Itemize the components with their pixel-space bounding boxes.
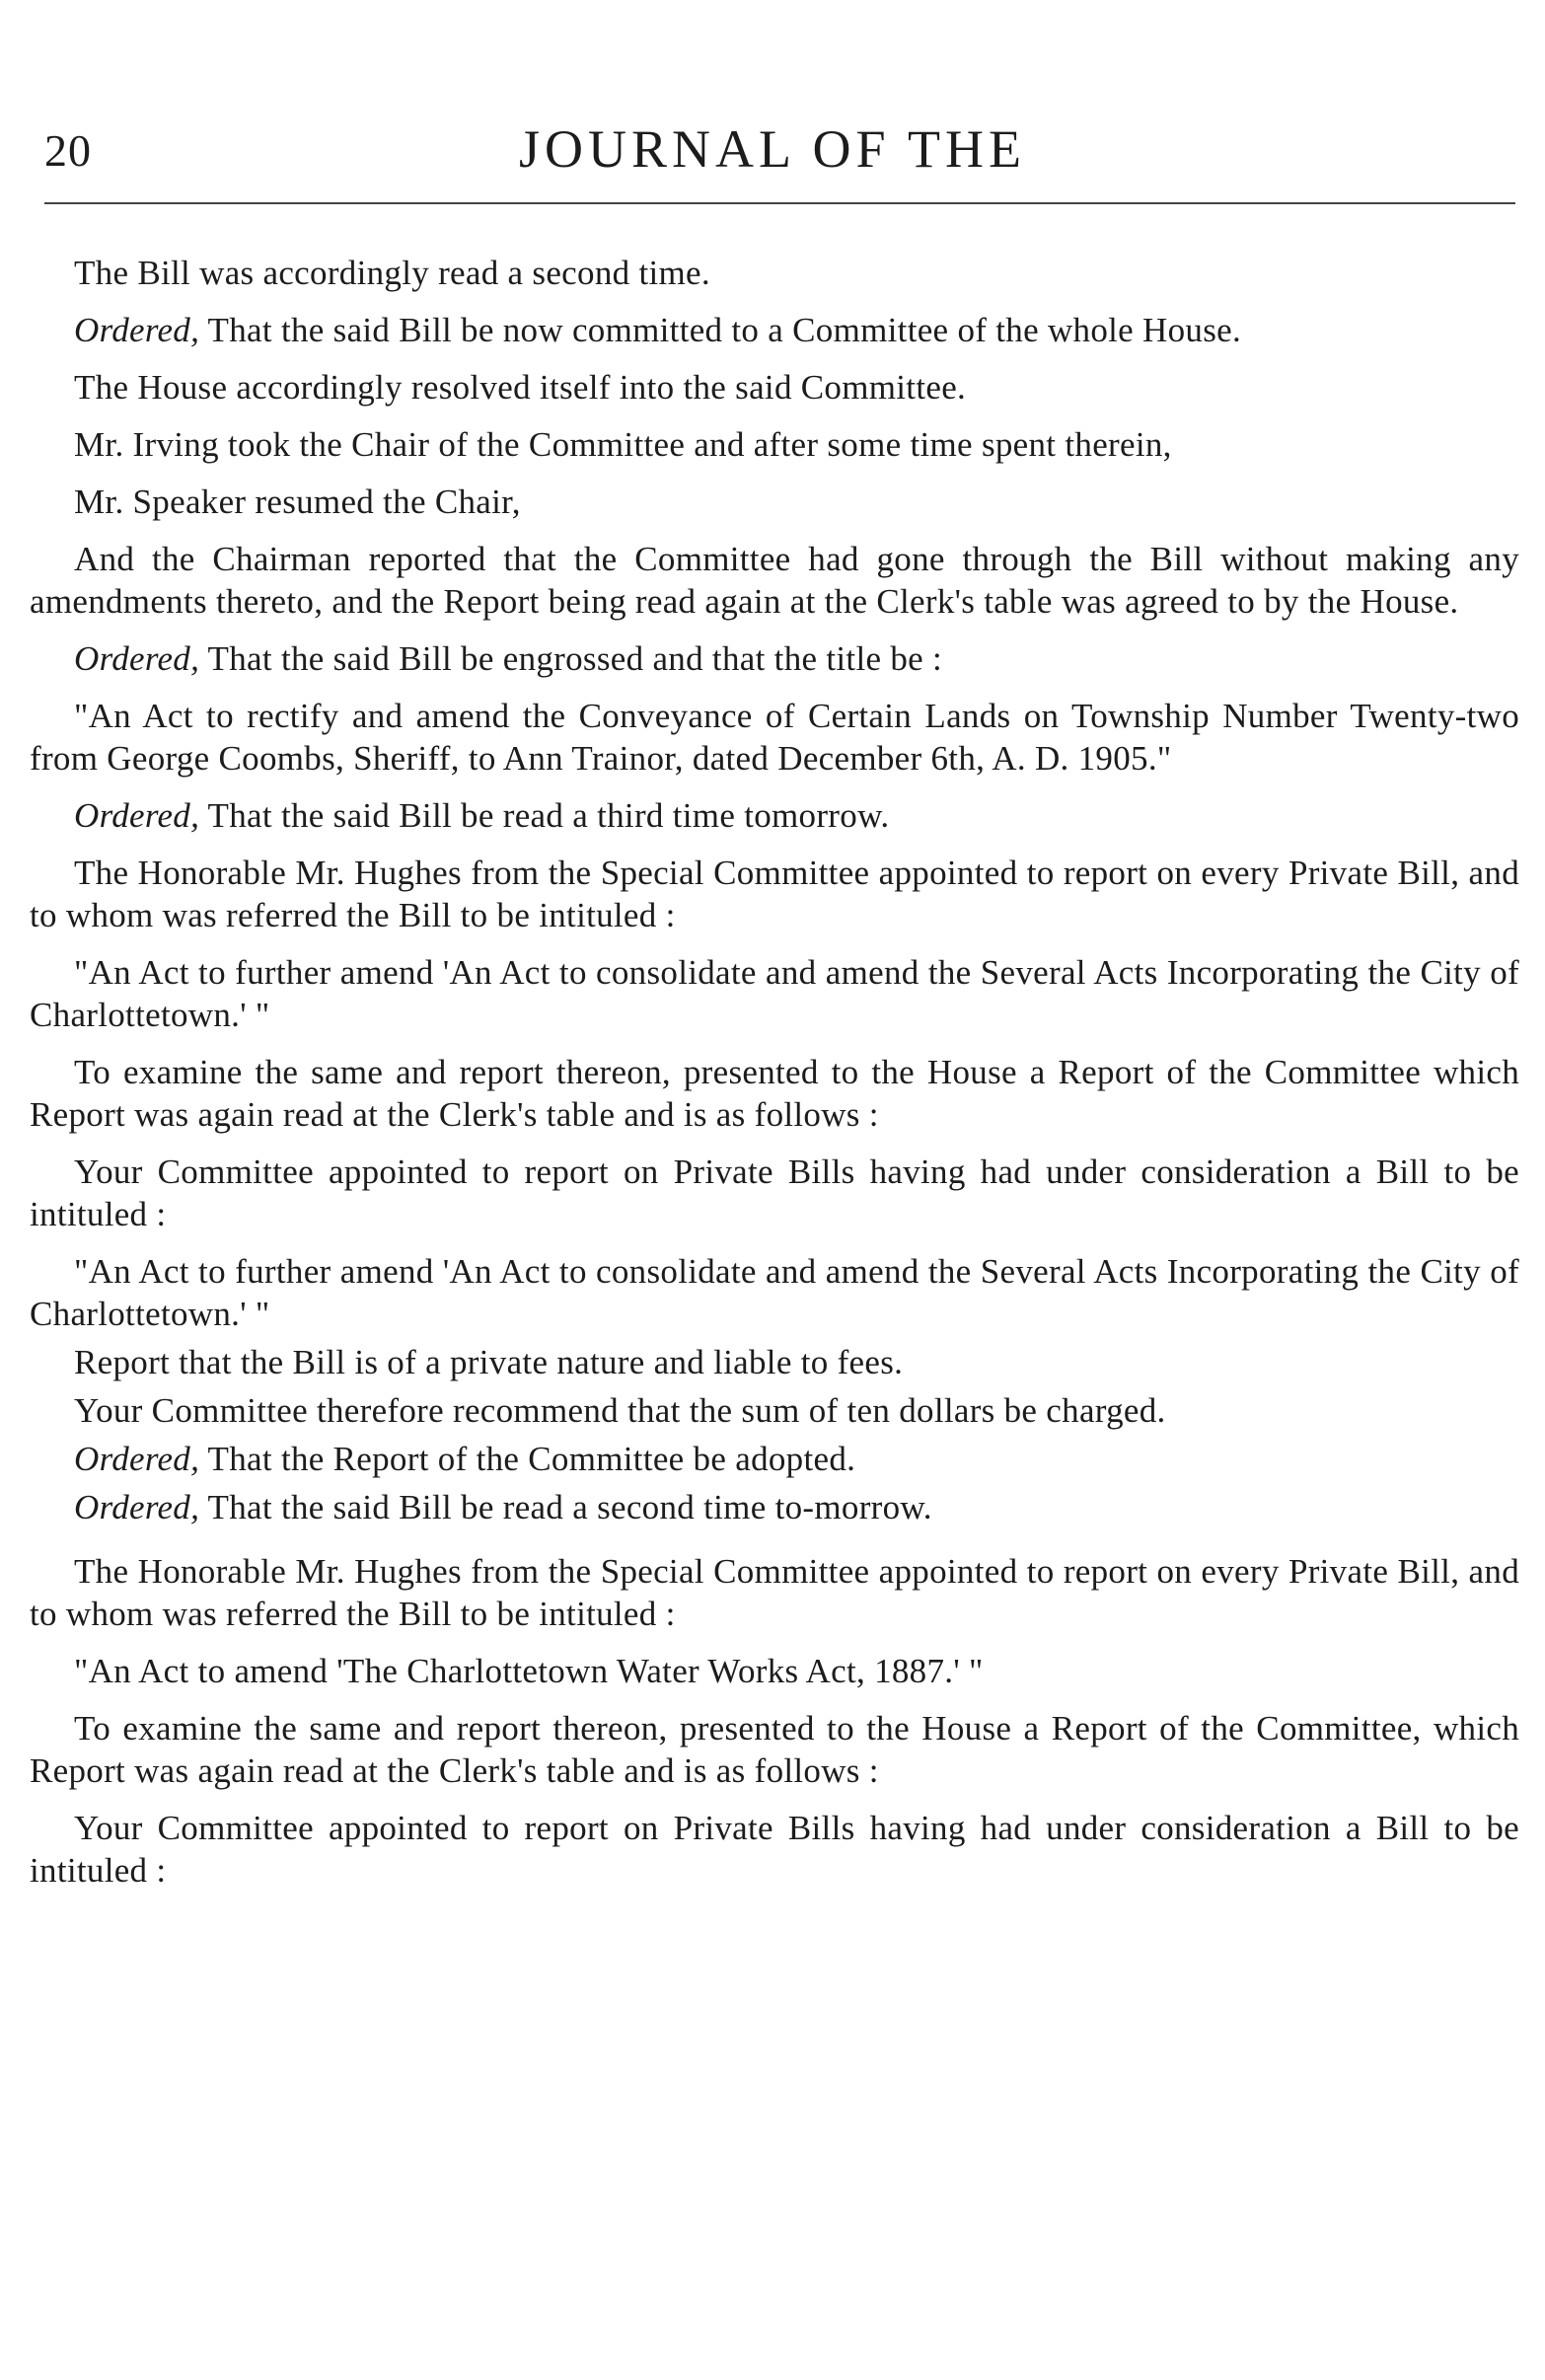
paragraph <box>30 1807 1519 1892</box>
paragraph <box>30 1650 1519 1692</box>
paragraph-text: That the Report of the Committee be adopted. <box>199 1440 856 1478</box>
paragraph-lead: Ordered, <box>74 1440 200 1478</box>
paragraph-lead: Ordered, <box>74 311 200 349</box>
paragraph-lead: Ordered, <box>74 639 200 678</box>
paragraph-text: That the said Bill be read a third time tomorrow. <box>199 796 890 835</box>
paragraph-text: The Bill was accordingly read a second time. <box>74 254 710 292</box>
paragraph <box>30 366 1519 409</box>
paragraph-text: That the said Bill be read a second time to-morrow. <box>199 1488 932 1526</box>
paragraph <box>30 309 1519 351</box>
paragraph-text: "An Act to amend 'The Charlottetown Water Works Act, 1887.' " <box>74 1652 984 1690</box>
paragraph <box>30 852 1519 936</box>
paragraph <box>30 538 1519 623</box>
page-header <box>0 118 1545 187</box>
paragraph-text: And the Chairman reported that the Committee had gone through the Bill without making any amendments thereto, and the Report being read again at the Clerk's table was agreed to by the House. <box>30 540 1519 621</box>
paragraph-text: Your Committee therefore recommend that the sum of ten dollars be charged. <box>74 1391 1166 1430</box>
paragraph-text: The House accordingly resolved itself into the said Committee. <box>74 368 967 407</box>
paragraph <box>30 637 1519 680</box>
paragraph-lead: Ordered, <box>74 1488 200 1526</box>
paragraph <box>30 1550 1519 1635</box>
page-number: 20 <box>44 125 92 176</box>
paragraph <box>30 423 1519 466</box>
paragraph-text: Mr. Speaker resumed the Chair, <box>74 483 521 521</box>
paragraph-text: The Honorable Mr. Hughes from the Special Committee appointed to report on every Private Bill, and to whom was referred the Bill to be intituled : <box>30 854 1519 934</box>
paragraph <box>30 1486 1519 1528</box>
paragraph <box>30 1250 1519 1335</box>
paragraph <box>30 1438 1519 1480</box>
paragraph <box>30 252 1519 294</box>
paragraph-text: "An Act to further amend 'An Act to consolidate and amend the Several Acts Incorporating the City of Charlottetown.' " <box>30 953 1519 1034</box>
paragraph <box>30 794 1519 837</box>
paragraph-text: "An Act to further amend 'An Act to consolidate and amend the Several Acts Incorporating the City of Charlottetown.' " <box>30 1252 1519 1333</box>
paragraph-text: That the said Bill be now committed to a Committee of the whole House. <box>199 311 1242 349</box>
journal-body <box>30 252 1519 1906</box>
paragraph <box>30 481 1519 523</box>
paragraph-text: Report that the Bill is of a private nature and liable to fees. <box>74 1343 904 1381</box>
paragraph <box>30 951 1519 1036</box>
paragraph <box>30 695 1519 780</box>
paragraph-lead: Ordered, <box>74 796 200 835</box>
paragraph <box>30 1051 1519 1136</box>
paragraph-text: "An Act to rectify and amend the Conveyance of Certain Lands on Township Number Twenty-two from George Coombs, Sheriff, to Ann Trainor, dated December 6th, A. D. 1905." <box>30 697 1519 778</box>
paragraph <box>30 1707 1519 1792</box>
paragraph <box>30 1151 1519 1235</box>
header-rule <box>44 202 1515 204</box>
running-head: JOURNAL OF THE <box>518 119 1027 179</box>
paragraph-text: Mr. Irving took the Chair of the Committee and after some time spent therein, <box>74 425 1172 464</box>
paragraph <box>30 1341 1519 1383</box>
paragraph-text: Your Committee appointed to report on Private Bills having had under consideration a Bill to be intituled : <box>30 1153 1519 1233</box>
paragraph-text: The Honorable Mr. Hughes from the Special Committee appointed to report on every Private Bill, and to whom was referred the Bill to be intituled : <box>30 1552 1519 1633</box>
paragraph-text: To examine the same and report thereon, presented to the House a Report of the Committee, which Report was again read at the Clerk's table and is as follows : <box>30 1709 1519 1790</box>
paragraph-text: To examine the same and report thereon, presented to the House a Report of the Committee which Report was again read at the Clerk's table and is as follows : <box>30 1053 1519 1134</box>
paragraph <box>30 1389 1519 1432</box>
paragraph-text: Your Committee appointed to report on Private Bills having had under consideration a Bill to be intituled : <box>30 1809 1519 1890</box>
paragraph-text: That the said Bill be engrossed and that the title be : <box>199 639 943 678</box>
